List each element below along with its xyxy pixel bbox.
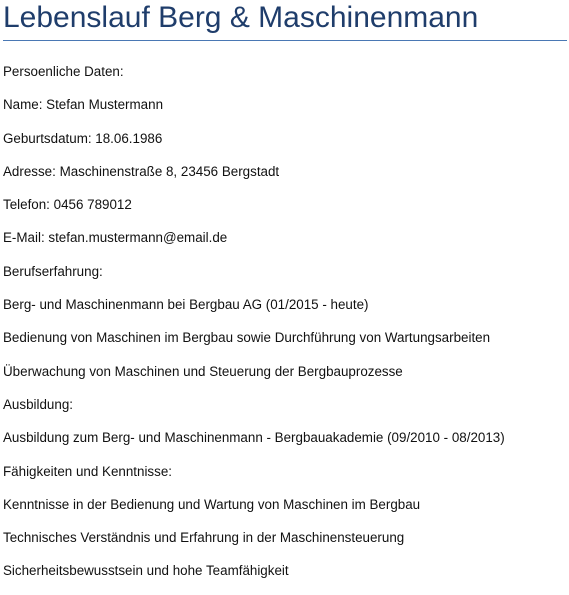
phone-line: Telefon: 0456 789012 (3, 197, 132, 213)
skill-line: Sicherheitsbewusstsein und hohe Teamfähigkeit (3, 563, 289, 579)
address-line: Adresse: Maschinenstraße 8, 23456 Bergstadt (3, 163, 280, 179)
education-line: Ausbildung zum Berg- und Maschinenmann - Bergbauakademie (09/2010 - 08/2013) (3, 430, 505, 446)
title-divider (3, 40, 567, 41)
section-heading-personal-data: Persoenliche Daten: (3, 64, 124, 79)
email-line: E-Mail: stefan.mustermann@email.de (3, 230, 228, 246)
job-title-line: Berg- und Maschinenmann bei Bergbau AG (01/2015 - heute) (3, 297, 369, 313)
job-duty-line: Überwachung von Maschinen und Steuerung der Bergbauprozesse (3, 363, 403, 379)
job-duty-line: Bedienung von Maschinen im Bergbau sowie Durchführung von Wartungsarbeiten (3, 330, 491, 346)
skill-line: Kenntnisse in der Bedienung und Wartung von Maschinen im Bergbau (3, 496, 421, 512)
skill-line: Technisches Verständnis und Erfahrung in der Maschinensteuerung (3, 530, 405, 546)
section-heading-skills: Fähigkeiten und Kenntnisse: (3, 463, 172, 479)
section-heading-work-experience: Berufserfahrung: (3, 263, 103, 279)
page-title: Lebenslauf Berg & Maschinenmann (3, 1, 479, 34)
document-body (3, 62, 565, 595)
name-line: Name: Stefan Mustermann (3, 97, 164, 113)
birthdate-line: Geburtsdatum: 18.06.1986 (3, 130, 163, 146)
section-heading-education: Ausbildung: (3, 396, 73, 412)
